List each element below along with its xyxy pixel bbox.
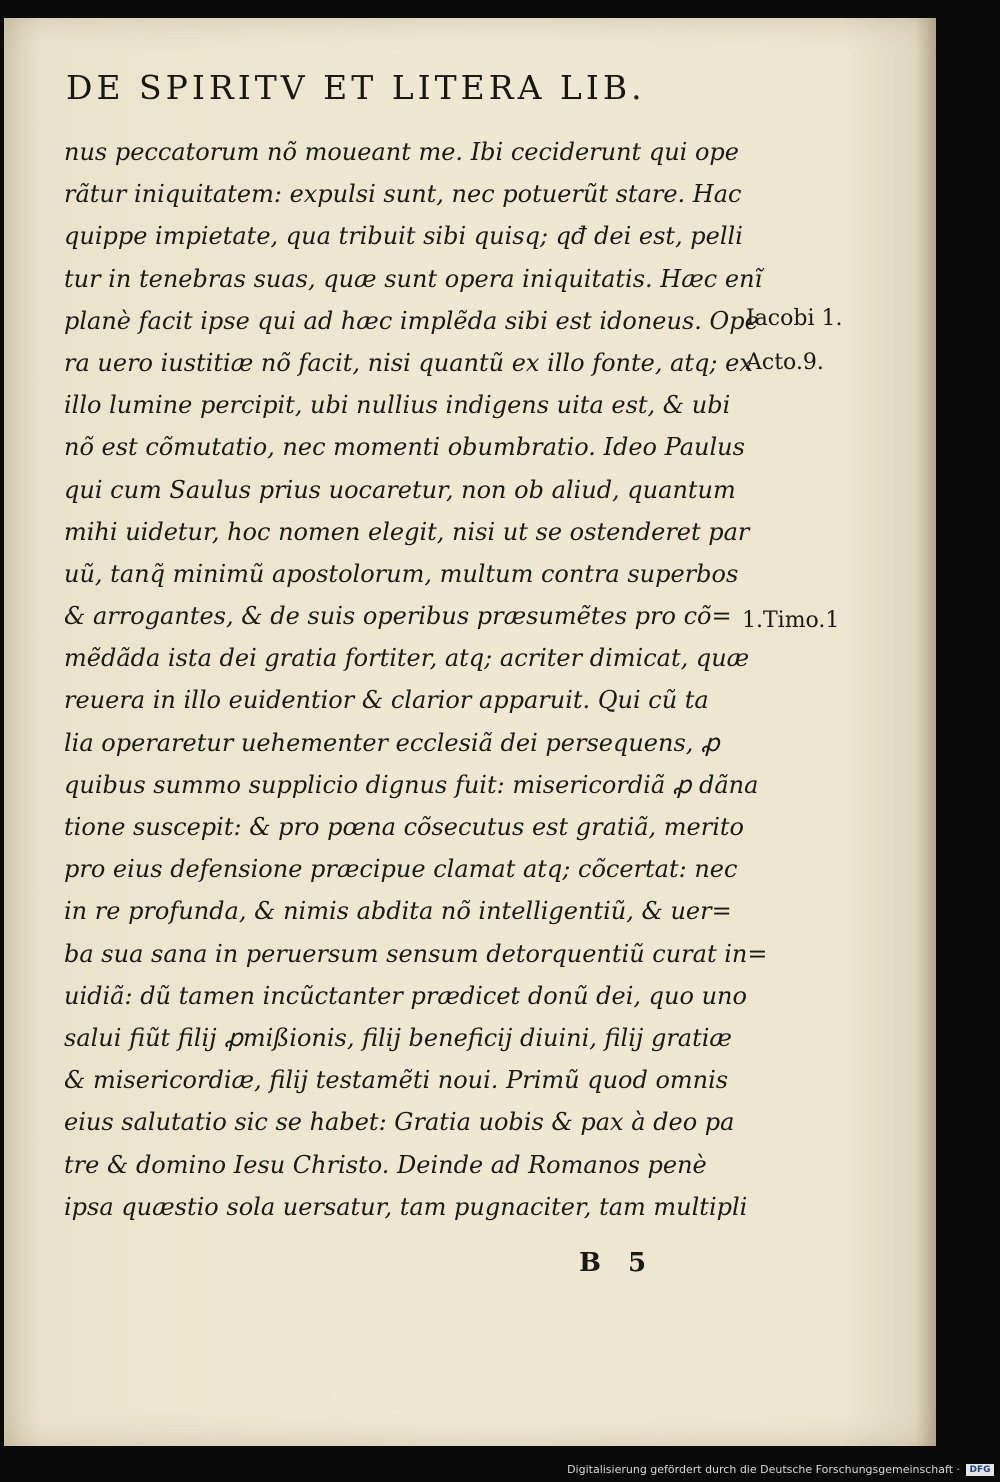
text-line: pro eius defensione præcipue clamat atq; cõcertat: nec [64,855,738,884]
text-line: quibus summo supplicio dignus fuit: misericordiã ꝓ dãna [64,770,759,799]
text-line: ba sua sana in peruersum sensum detorquentiũ curat in= [64,939,768,968]
text-line: salui fiũt filij ꝓmißionis, filij beneficij diuini, filij gratiæ [64,1023,732,1052]
marginal-note-timo: 1.Timo.1 [742,608,840,633]
text-line: quippe impietate, qua tribuit sibi quisq; qđ dei est, pelli [64,222,743,251]
text-line: mihi uidetur, hoc nomen elegit, nisi ut se ostenderet par [64,517,750,546]
main-text-block [64,131,768,1228]
text-line: in re profunda, & nimis abdita nõ intelligentiũ, & uer= [64,897,732,926]
text-line: illo lumine percipit, ubi nullius indigens uita est, & ubi [64,391,731,420]
text-line: tre & domino Iesu Christo. Deinde ad Romanos penè [64,1150,707,1179]
running-head: DE SPIRITV ET LITERA LIB. [66,68,646,107]
text-line: nõ est cõmutatio, nec momenti obumbratio. Ideo Paulus [64,433,745,462]
text-line: uidiã: dũ tamen incũctanter prædicet donũ dei, quo uno [64,981,747,1010]
text-line: uũ, tanq̃ minimũ apostolorum, multum contra superbos [64,559,739,588]
text-line: qui cum Saulus prius uocaretur, non ob aliud, quantum [64,475,736,504]
text-line: lia operaretur uehementer ecclesiã dei persequens, ꝓ [64,728,720,757]
marginal-note-iacobi: Iacobi 1. [746,306,843,331]
text-line: rãtur iniquitatem: expulsi sunt, nec potuerũt stare. Hac [64,180,742,209]
signature-mark: B 5 [579,1248,647,1278]
text-line: tione suscepit: & pro pœna cõsecutus est gratiã, merito [64,813,744,841]
footer-bar [0,1462,1000,1478]
text-line: ipsa quæstio sola uersatur, tam pugnaciter, tam multipli [64,1192,748,1221]
text-line: reuera in illo euidentior & clarior apparuit. Qui cũ ta [64,686,709,715]
text-line: tur in tenebras suas, quæ sunt opera iniquitatis. Hæc enĩ [64,264,763,293]
book-page [4,18,936,1446]
text-line: nus peccatorum nõ moueant me. Ibi ceciderunt qui ope [64,138,739,166]
text-line: eius salutatio sic se habet: Gratia uobis & pax à deo pa [64,1108,735,1137]
text-line: planè facit ipse qui ad hæc implẽda sibi est idoneus. Ope [64,306,759,335]
dfg-logo-icon: DFG [966,1464,994,1476]
text-line: ra uero iustitiæ nõ facit, nisi quantũ ex illo fonte, atq; ex [64,348,753,377]
text-line: & misericordiæ, filij testamẽti noui. Primũ quod omnis [64,1066,729,1095]
text-line: mẽdãda ista dei gratia fortiter, atq; acriter dimicat, quæ [64,644,750,673]
text-line: & arrogantes, & de suis operibus præsumẽtes pro cõ= [64,602,732,631]
page-edge-shadow [916,18,936,1446]
funding-credit: Digitalisierung gefördert durch die Deutsche Forschungsgemeinschaft · [567,1463,960,1476]
marginal-note-acto: Acto.9. [746,350,824,375]
